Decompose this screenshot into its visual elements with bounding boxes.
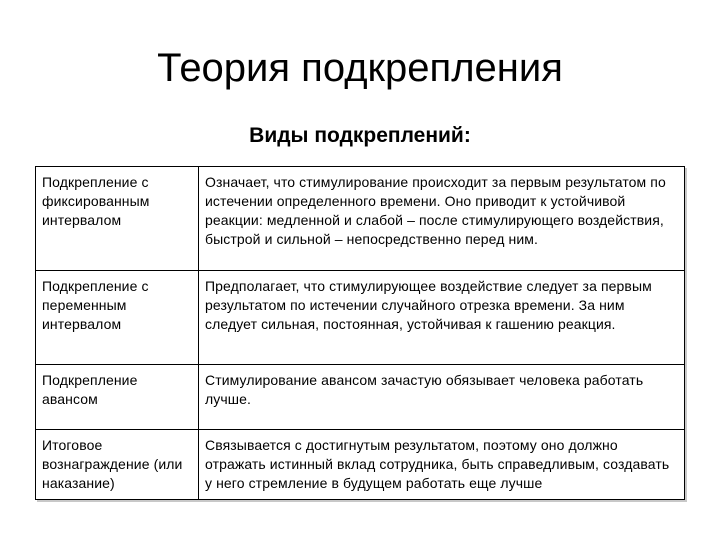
reinforcement-types-table <box>35 166 685 500</box>
reinforcement-type-cell: Подкрепление с фиксированным интервалом <box>36 167 199 271</box>
reinforcement-description-cell: Стимулирование авансом зачастую обязывает человека работать лучше. <box>199 365 685 430</box>
table-row <box>36 271 685 365</box>
reinforcement-type-cell: Итоговое вознаграждение (или наказание) <box>36 430 199 500</box>
slide-subtitle: Виды подкреплений: <box>249 124 471 147</box>
reinforcement-type-cell: Подкрепление авансом <box>36 365 199 430</box>
reinforcement-description-cell: Означает, что стимулирование происходит за первым результатом по истечении определенного времени. Оно приводит к устойчивой реакции: медленной и слабой – после стимулирующего воздействия, быстрой и сильной – непосредственно перед ним. <box>199 167 685 271</box>
table-row <box>36 167 685 271</box>
reinforcement-type-cell: Подкрепление с переменным интервалом <box>36 271 199 365</box>
table-row <box>36 365 685 430</box>
reinforcement-description-cell: Предполагает, что стимулирующее воздействие следует за первым результатом по истечении случайного отрезка времени. За ним следует сильная, постоянная, устойчивая к гашению реакция. <box>199 271 685 365</box>
reinforcement-description-cell: Связывается с достигнутым результатом, поэтому оно должно отражать истинный вклад сотрудника, быть справедливым, создавать у него стремление в будущем работать еще лучше <box>199 430 685 500</box>
table-row <box>36 430 685 500</box>
slide-title: Теория подкрепления <box>157 46 563 90</box>
